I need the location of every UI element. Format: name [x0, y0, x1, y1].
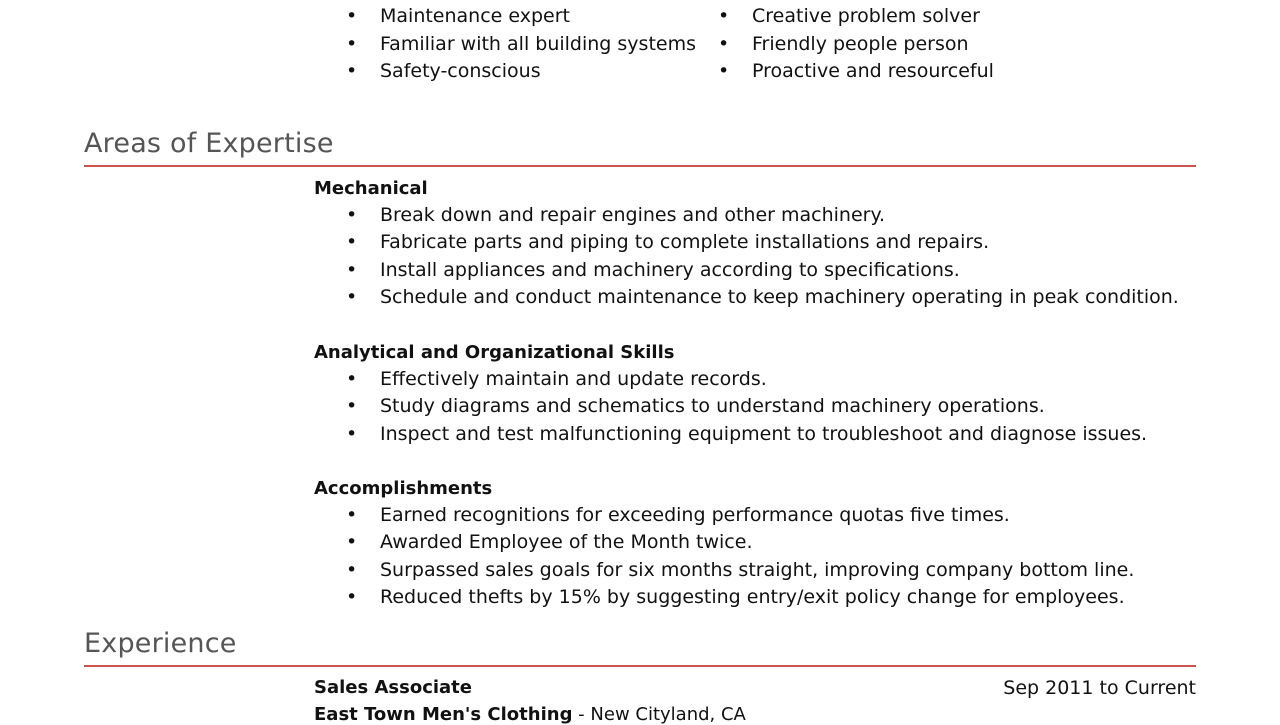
analytical-list — [346, 366, 1147, 448]
section-title-experience: Experience — [84, 628, 237, 659]
skill-item: • Safety-conscious — [346, 58, 696, 85]
list-item: • Inspect and test malfunctioning equipment to troubleshoot and diagnose issues. — [346, 421, 1147, 448]
skill-item: • Proactive and resourceful — [718, 58, 994, 85]
skills-list-right — [718, 0, 994, 85]
list-item: • Schedule and conduct maintenance to keep machinery operating in peak condition. — [346, 284, 1179, 311]
subsection-title-accomplishments: Accomplishments — [314, 478, 493, 499]
section-title-expertise: Areas of Expertise — [84, 128, 334, 159]
list-item: • Earned recognitions for exceeding performance quotas five times. — [346, 502, 1134, 529]
section-divider — [84, 165, 1196, 167]
job-title: Sales Associate — [314, 677, 472, 698]
company-name: East Town Men's Clothing — [314, 704, 573, 725]
mechanical-list — [346, 202, 1179, 311]
accomplishments-list — [346, 502, 1134, 611]
job-company-line — [314, 704, 746, 725]
skills-columns — [0, 0, 1280, 116]
list-item: • Fabricate parts and piping to complete installations and repairs. — [346, 229, 1179, 256]
list-item: • Effectively maintain and update records. — [346, 366, 1147, 393]
company-location: New Cityland, CA — [590, 704, 746, 725]
list-item: • Install appliances and machinery according to specifications. — [346, 257, 1179, 284]
subsection-title-analytical: Analytical and Organizational Skills — [314, 342, 675, 363]
skill-item: • Maintenance expert — [346, 3, 696, 30]
skills-list-left — [346, 0, 696, 85]
skill-item: • Friendly people person — [718, 31, 994, 58]
list-item: • Study diagrams and schematics to understand machinery operations. — [346, 393, 1147, 420]
list-item: • Break down and repair engines and other machinery. — [346, 202, 1179, 229]
job-dates: Sep 2011 to Current — [1003, 677, 1196, 699]
list-item: • Awarded Employee of the Month twice. — [346, 529, 1134, 556]
subsection-title-mechanical: Mechanical — [314, 178, 428, 199]
list-item: • Surpassed sales goals for six months straight, improving company bottom line. — [346, 557, 1134, 584]
skill-item: • Familiar with all building systems — [346, 31, 696, 58]
skill-item: • Creative problem solver — [718, 3, 994, 30]
section-divider — [84, 665, 1196, 667]
company-separator: - — [572, 704, 591, 725]
list-item: • Reduced thefts by 15% by suggesting entry/exit policy change for employees. — [346, 584, 1134, 611]
